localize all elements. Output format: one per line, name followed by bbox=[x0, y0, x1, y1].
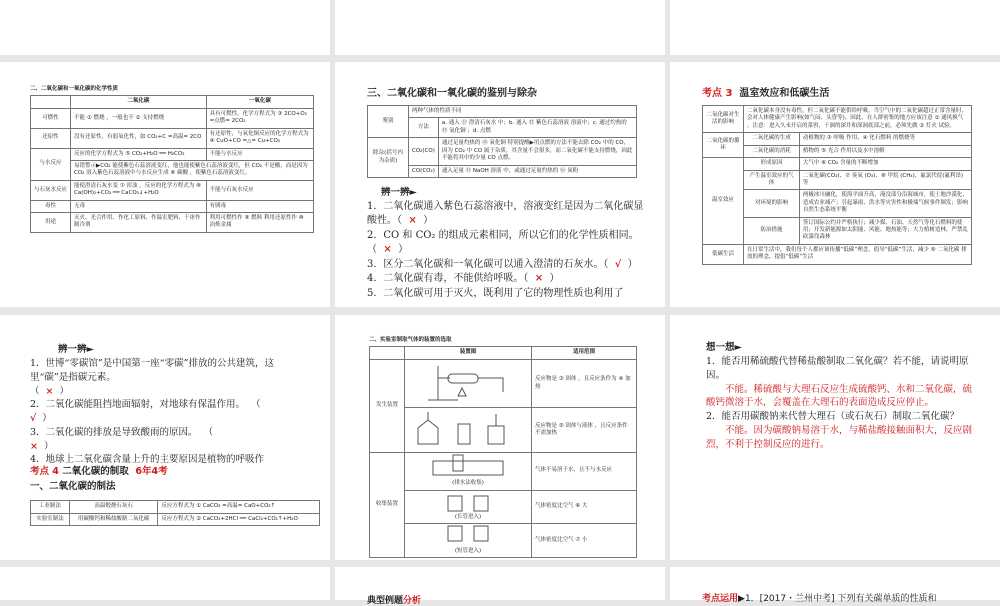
slide-apparatus bbox=[335, 315, 665, 560]
apparatus-diagram-water bbox=[405, 452, 532, 490]
th-diagram: 装置图 bbox=[405, 347, 532, 359]
table-row bbox=[703, 106, 972, 133]
table-row bbox=[370, 408, 637, 452]
apparatus-diagram-heating bbox=[405, 359, 532, 407]
row-label: 温室效应 bbox=[703, 158, 744, 245]
quiz-item: 1．世博“零碳馆”是中国第一座“零碳”排放的公共建筑，这里“碳”是指碳元素。 （ × ） bbox=[30, 358, 274, 397]
bian-title: 辨一辨► bbox=[381, 186, 417, 198]
slide-think bbox=[670, 315, 1000, 560]
table-row bbox=[703, 133, 972, 145]
th-blank bbox=[31, 96, 71, 108]
answer-mark: √ bbox=[614, 258, 622, 270]
row-sublabel: 二氧化碳的生成 bbox=[744, 133, 800, 145]
quiz-text: 4．地球上二氧化碳含量上升的主要原因是植物的呼吸作 bbox=[30, 454, 265, 466]
flask-funnel-icon bbox=[408, 410, 518, 446]
quiz-text: 2．二氧化碳能阻挡地面辐射，对地球有保温作用。 bbox=[30, 399, 246, 411]
table-row bbox=[703, 190, 972, 217]
answer-text: 不能。因为碳酸钠易溶于水，与稀盐酸接触面积大，反应剧烈，不利于控制反应的进行。 bbox=[706, 424, 973, 450]
quiz-list bbox=[367, 200, 645, 302]
answer-mark: × bbox=[45, 385, 54, 397]
row-label: 二氧化碳的循环 bbox=[703, 133, 744, 158]
cell-text: 二氧化碳(CO₂)、⑦ 臭氧 (O₃)、⑧ 甲烷 (CH₄)、氟氯代烷(氟利昂)等 bbox=[799, 170, 971, 190]
slide-bottom-3 bbox=[670, 567, 1000, 604]
table-row bbox=[370, 452, 637, 490]
cell-text: 气体密度比空气 ⑦ 小 bbox=[532, 524, 637, 558]
identification-table bbox=[367, 105, 637, 178]
quiz-item: 3．二氧化碳的排放是导致酸雨的原因。 （ × ） bbox=[30, 426, 214, 452]
answer-mark: × bbox=[383, 244, 392, 256]
row-sublabel: 防治措施 bbox=[744, 217, 800, 244]
quiz-item: 2．二氧化碳能阻挡地面辐射，对地球有保温作用。 （ √ ） bbox=[30, 399, 261, 425]
question-text: ▶1．[2017・兰州中考] 下列有关碳单质的性质和 bbox=[738, 594, 937, 604]
subsection-title: 一、二氧化碳的制法 bbox=[30, 481, 116, 493]
apparatus-table bbox=[369, 346, 637, 558]
table-row bbox=[370, 490, 637, 524]
table-row bbox=[31, 160, 314, 180]
cell-text: 二氧化碳本身没有毒性，但二氧化碳不能供给呼吸。当空气中的二氧化碳超过正常含量时，会对人体健康产生影响(如气闷、头昏等)。因此，在人群密集的地方应该注意 ① 通风换气 。注意：进入久未开启的菜窖、干涸的深井和深洞底部之前，必须先做 ② 灯火 试验。 bbox=[744, 106, 972, 133]
th-scope: 适用范围 bbox=[532, 347, 637, 359]
question-text: 1．能否用稀硫酸代替稀盐酸制取二氧化碳？若不能，请说明原因。 bbox=[706, 356, 969, 381]
cell-text: 植物的 ⑤ 光合 作用以及水中溶解 bbox=[799, 145, 971, 157]
cell-co2: 能使澄清石灰水变 ⑦ 浑浊 ，反应的化学方程式为 ⑧ Ca(OH)₂+CO₂ ══ CaCO₃↓+H₂O bbox=[71, 180, 207, 200]
quiz-text: 3．二氧化碳的排放是导致酸雨的原因。 bbox=[30, 426, 198, 438]
cell-text: 通入足量 ⑮ NaOH 溶液 中，或通过足量灼热的 ⑯ 炭粉 bbox=[438, 165, 636, 177]
quiz-text: 3．区分二氧化碳和一氧化碳可以通入澄清的石灰水。（ bbox=[367, 258, 609, 270]
cell-co: 有剧毒 bbox=[206, 200, 313, 212]
table-row bbox=[31, 108, 314, 128]
apparatus-diagram-solid-liquid bbox=[405, 408, 532, 452]
slide-top-2 bbox=[335, 0, 665, 55]
gas-bottle-inverted-icon bbox=[438, 526, 498, 544]
table-row bbox=[370, 524, 637, 558]
table-row bbox=[368, 118, 637, 138]
table-row bbox=[31, 200, 314, 212]
quiz-list bbox=[30, 357, 310, 467]
exam-frequency: 6年4考 bbox=[135, 466, 168, 478]
answer-mark: × bbox=[30, 440, 38, 452]
table-row bbox=[368, 106, 637, 118]
kaodian-label: 考点 3 bbox=[702, 88, 733, 99]
preparation-table bbox=[30, 500, 320, 526]
diagram-caption: (短管进入) bbox=[454, 547, 482, 554]
row-label: 二氧化碳对生活的影响 bbox=[703, 106, 744, 133]
row-label: 还原性 bbox=[31, 128, 71, 148]
cell-text: a. 通入 ⑪ 澄清石灰水 中；b. 通入 ⑫ 紫色石蕊溶液 溶液中；c. 通过灼热的 ⑬ 氧化铜 ；d. 点燃 bbox=[438, 118, 636, 138]
section-title: 二氧化碳的制取 bbox=[62, 466, 129, 478]
slide-top-3 bbox=[670, 0, 1000, 55]
cell-text: 通过足量灼热的 ⑭ 氧化铜 特别提醒▶用点燃的方法不能去除 CO₂ 中的 CO，因为 CO₂ 中 CO 属于杂质，其含量不会很多，而二氧化碳不能支持燃烧，因此不能将其中的少量 CO 点燃。 bbox=[438, 138, 636, 165]
cell-text: 在日常生活中，我们每个人都应该传播“低碳”理念，倡导“低碳”生活，减少 ⑨ 二氧化碳 排放的理念，提倡“低碳”生活 bbox=[744, 244, 972, 264]
row-sublabel: CO₂(CO) bbox=[409, 138, 439, 165]
cell-text: 动植物的 ③ 呼吸 作用、④ 化石燃料 的燃烧等 bbox=[799, 133, 971, 145]
think-title: 想一想► bbox=[706, 342, 742, 353]
row-label: 收集装置 bbox=[370, 452, 405, 558]
cell-co: 利用可燃性作 ⑨ 燃料 利用还原性作 ⑩ 冶炼金属 bbox=[206, 213, 313, 233]
slide-bottom-1 bbox=[0, 567, 330, 600]
cell-co: 有还原性，与氧化铜反应的化学方程式为 ④ CuO+CO =△= Cu+CO₂ bbox=[206, 128, 313, 148]
table-row bbox=[31, 148, 314, 160]
example-label: 典型例题 bbox=[367, 596, 404, 606]
slide-co2-preparation bbox=[0, 315, 330, 560]
quiz-text: 1．世博“零碳馆”是中国第一座“零碳”排放的公共建筑，这里“碳”是指碳元素。 bbox=[30, 358, 274, 383]
section-title: 三、二氧化碳和一氧化碳的鉴别与除杂 bbox=[367, 88, 537, 99]
quiz-item: 1．二氧化碳通入紫色石蕊溶液中，溶液变红是因为二氧化碳显酸性。（ × ） bbox=[367, 200, 644, 227]
question-text: 2．能否用碳酸钠来代替大理石（或石灰石）制取二氧化碳？ bbox=[706, 411, 960, 423]
table-row bbox=[31, 180, 314, 200]
th-co: 一氧化碳 bbox=[206, 96, 313, 108]
slide-top-1 bbox=[0, 0, 330, 55]
slide-co2-co-properties bbox=[0, 62, 330, 307]
quiz-item: 3．区分二氧化碳和一氧化碳可以通入澄清的石灰水。（ √ ） bbox=[367, 258, 638, 270]
quiz-item: 2．CO 和 CO₂ 的组成元素相同，所以它们的化学性质相同。（ × ） bbox=[367, 229, 639, 256]
cell-method: 高温煅烧石灰石 bbox=[69, 501, 157, 513]
flask-heating-icon bbox=[408, 362, 518, 402]
row-label: 除杂(括号内为杂质) bbox=[368, 138, 409, 178]
answer-text: 不能。稀硫酸与大理石反应生成硫酸钙、水和二氧化碳，硫酸钙微溶于水，会覆盖在大理石的表面造成反应停止。 bbox=[706, 383, 973, 409]
table-row bbox=[370, 359, 637, 407]
cell-text: 两种气体的性质不同 bbox=[409, 106, 637, 118]
table-row bbox=[703, 217, 972, 244]
row-label: 工业制法 bbox=[31, 501, 70, 513]
cell-method: 用碳酸钙和稀盐酸制二氧化碳 bbox=[69, 513, 157, 525]
quiz-item: 4．二氧化碳有毒，不能供给呼吸。（ × ） bbox=[367, 273, 560, 285]
kaodian-label: 考点 bbox=[702, 594, 721, 604]
row-sublabel: 二氧化碳的消耗 bbox=[744, 145, 800, 157]
exam-apply-title bbox=[702, 591, 936, 604]
cell-co2: 灭火、光合作用、作化工原料、作温室肥料、干冰作制冷剂 bbox=[71, 213, 207, 233]
kaodian-label: 考点 4 bbox=[30, 466, 59, 478]
row-sublabel: 方法 bbox=[409, 118, 439, 138]
apparatus-diagram-downward bbox=[405, 524, 532, 558]
cell-co: 具有可燃性，化学方程式为 ③ 2CO+O₂ =点燃= 2CO₂ bbox=[206, 108, 313, 128]
table-row bbox=[31, 501, 320, 513]
slide-identification bbox=[335, 62, 665, 307]
row-label: 毒性 bbox=[31, 200, 71, 212]
analysis-label: 分析 bbox=[403, 596, 422, 606]
cell-text: 两极冰川融化，使海平面升高，淹没部分沿海城市，使土地沙漠化，造成农业减产；引起暴雨、洪水等灾害性和极端气候事件频发；影响自然生态系统平衡 bbox=[799, 190, 971, 217]
row-label: 实验室制法 bbox=[31, 513, 70, 525]
cell-equation: 反应方程式为 ① CaCO₃ =高温= CaO+CO₂↑ bbox=[158, 501, 320, 513]
apparatus-diagram-upward bbox=[405, 490, 532, 524]
th-blank bbox=[370, 347, 405, 359]
table-row bbox=[703, 244, 972, 264]
table-row bbox=[31, 513, 320, 525]
table-row bbox=[31, 128, 314, 148]
answer-mark: × bbox=[534, 273, 544, 285]
table-row bbox=[368, 138, 637, 165]
bian-title: 辨一辨► bbox=[58, 344, 94, 355]
slide-greenhouse bbox=[670, 62, 1000, 307]
answer-mark: √ bbox=[30, 413, 37, 425]
cell-co2: 没有还原性，有弱氧化性，如 CO₂+C =高温= 2CO bbox=[71, 128, 207, 148]
section-title: 温室效应和低碳生活 bbox=[739, 88, 830, 99]
gas-bottle-icon bbox=[438, 493, 498, 511]
row-sublabel: 对环境的影响 bbox=[744, 190, 800, 217]
cell-text: 大气中 ⑥ CO₂ 含量的不断增加 bbox=[799, 158, 971, 170]
table-row bbox=[703, 158, 972, 170]
cell-co2: 无毒 bbox=[71, 200, 207, 212]
cell-co2: 不能 ① 燃烧 ，一般也不 ② 支持燃烧 bbox=[71, 108, 207, 128]
cell-text: 签订国际公约并严格执行；减少煤、石油、天然气等化石燃料的使用；开发新能源如太阳能、风能、地热能等；大力植树造林，严禁乱砍滥伐森林 bbox=[799, 217, 971, 244]
cell-equation: 反应方程式为 ② CaCO₃+2HCl ══ CaCl₂+CO₂↑+H₂O bbox=[158, 513, 320, 525]
quiz-text: 2．CO 和 CO₂ 的组成元素相同，所以它们的化学性质相同。（ bbox=[367, 229, 639, 256]
section-title: 二、实验室制取气体的装置的选取 bbox=[369, 337, 452, 343]
warning-note: 易错警示▶CO₂ 能使紫色石蕊溶液变红，他也能使紫色石蕊溶液变红，但 CO₂ 不是酸，而是因为 CO₂ 溶入紫色石蕊溶液中与水反应生成 ⑥ 碳酸 ，使紫色石蕊溶液变红。 bbox=[71, 160, 314, 180]
row-label: 可燃性 bbox=[31, 108, 71, 128]
answer-mark: × bbox=[408, 215, 417, 227]
row-sublabel: 产生温室效应的气体 bbox=[744, 170, 800, 190]
row-label: 与石灰水反应 bbox=[31, 180, 71, 200]
quiz-text: 5．二氧化碳可用于灭火，既利用了它的物理性质也利用了 bbox=[367, 287, 624, 299]
row-sublabel: CO(CO₂) bbox=[409, 165, 439, 177]
cell-co: 不能与水反应 bbox=[206, 148, 313, 160]
th-co2: 二氧化碳 bbox=[71, 96, 207, 108]
apply-label: 运用 bbox=[720, 594, 739, 604]
think-content bbox=[706, 355, 978, 451]
table-row bbox=[368, 165, 637, 177]
row-label: 与水反应 bbox=[31, 148, 71, 180]
table-row bbox=[31, 213, 314, 233]
cell-text: 反应物是 ⑤ 固体与液体 ，且反应条件不需加热 bbox=[532, 408, 637, 452]
quiz-text: 1．二氧化碳通入紫色石蕊溶液中，溶液变红是因为二氧化碳显酸性。（ bbox=[367, 200, 644, 227]
cell-text: 反应物是 ③ 固体 ，且反应条件为 ④ 加热 bbox=[532, 359, 637, 407]
diagram-caption: (长管进入) bbox=[454, 513, 482, 520]
section-title: 二、二氧化碳和一氧化碳的化学性质 bbox=[30, 86, 119, 92]
cell-co2: 反应的化学方程式为 ⑤ CO₂+H₂O ══ H₂CO₃ bbox=[71, 148, 207, 160]
table-row bbox=[703, 145, 972, 157]
quiz-item bbox=[367, 287, 645, 302]
diagram-caption: (排水法收集) bbox=[452, 480, 484, 487]
kaodian-header bbox=[702, 84, 978, 99]
slide-bottom-2 bbox=[335, 567, 665, 606]
water-trough-icon bbox=[423, 455, 513, 477]
table-row bbox=[703, 170, 972, 190]
example-title bbox=[367, 593, 421, 606]
cell-text: 气体不易溶于水，且不与水反应 bbox=[532, 452, 637, 490]
row-label: 鉴别 bbox=[368, 106, 409, 138]
row-label: 发生装置 bbox=[370, 359, 405, 452]
properties-table bbox=[30, 95, 314, 232]
greenhouse-table bbox=[702, 105, 972, 265]
cell-text: 气体密度比空气 ⑥ 大 bbox=[532, 490, 637, 524]
cell-co: 不能与石灰水反应 bbox=[206, 180, 313, 200]
row-label: 用途 bbox=[31, 213, 71, 233]
row-sublabel: 形成原因 bbox=[744, 158, 800, 170]
row-label: 低碳生活 bbox=[703, 244, 744, 264]
quiz-text: 4．二氧化碳有毒，不能供给呼吸。（ bbox=[367, 273, 529, 285]
